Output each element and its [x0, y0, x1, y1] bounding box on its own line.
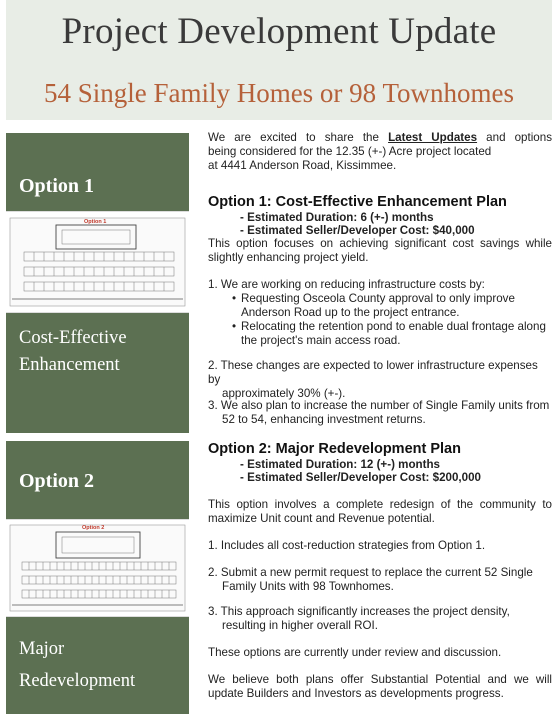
option1-item3: 3. We also plan to increase the number of Single Family units from 52 to 54, enhancing investment returns. — [208, 399, 550, 426]
intro-pre: We are excited to share the — [208, 131, 379, 144]
intro-line2: being considered for the 12.35 (+-) Acre project located — [208, 145, 492, 158]
option1-item1: 1. We are working on reducing infrastructure costs by: — [208, 278, 485, 291]
option1-label-panel — [6, 133, 189, 211]
option1-heading: Option 1: Cost-Effective Enhancement Plan — [208, 194, 507, 210]
page-subtitle: 54 Single Family Homes or 98 Townhomes — [43, 78, 515, 108]
plan2-tag: Option 2 — [82, 525, 105, 531]
closing-paragraph: We believe both plans offer Substantial Potential and we will update Builders and Investors as developments progress. — [208, 673, 552, 700]
option2-cost: - Estimated Seller/Developer Cost: $200,000 — [240, 471, 482, 484]
option1-cost: - Estimated Seller/Developer Cost: $40,000 — [240, 224, 475, 237]
option1-bullet1: • Requesting Osceola County approval to only improve — [232, 292, 515, 305]
option2-desc-line1: Major — [19, 639, 65, 659]
option2-heading: Option 2: Major Redevelopment Plan — [208, 441, 461, 457]
option1-duration: - Estimated Duration: 6 (+-) months — [240, 211, 434, 224]
plan1-tag: Option 1 — [84, 219, 107, 225]
option2-section — [208, 441, 552, 484]
option1-description-panel — [6, 313, 189, 433]
option2-description: This option involves a complete redesign of the community to maximize Unit count and Revenue potential. — [208, 498, 552, 525]
intro-post: and options — [486, 131, 552, 144]
intro-line3: at 4441 Anderson Road, Kissimmee. — [208, 159, 397, 172]
option2-item3: 3. This approach significantly increases the project density, resulting in higher overall ROI. — [208, 605, 510, 632]
option1-site-plan-drawing — [6, 212, 189, 312]
option2-duration: - Estimated Duration: 12 (+-) months — [240, 458, 441, 471]
latest-updates-link[interactable]: Latest Updates — [388, 131, 478, 144]
option1-label: Option 1 — [19, 175, 95, 197]
option1-desc-line1: This option focuses on achieving significant cost savings while — [208, 237, 552, 250]
option1-list: 1. We are working on reducing infrastructure costs by: • Requesting Osceola County approval to only improve Anderson Road up to the project entrance. • Relocating the retention pond to enable dual frontage along the project's main access road. — [208, 278, 552, 348]
option2-label-panel — [6, 441, 189, 519]
page-title: Project Development Update — [61, 11, 497, 52]
option1-section — [208, 194, 552, 265]
option1-site-plan — [6, 211, 189, 313]
option2-item2: 2. Submit a new permit request to replace the current 52 Single Family Units with 98 Townhomes. — [208, 566, 533, 593]
option2-desc-line2: Redevelopment — [19, 671, 136, 691]
intro-paragraph — [208, 131, 552, 173]
option2-site-plan — [6, 519, 189, 617]
header-banner — [6, 0, 552, 120]
option2-description-panel — [6, 617, 189, 714]
closing-status: These options are currently under review and discussion. — [208, 646, 502, 659]
option1-item2: 2. These changes are expected to lower infrastructure expenses by approximately 30% (+-). — [208, 359, 538, 400]
option1-desc-line2: Enhancement — [19, 355, 120, 375]
option1-desc-line2: slightly enhancing project yield. — [208, 251, 369, 264]
option2-site-plan-drawing — [6, 520, 189, 616]
option1-bullet2: • Relocating the retention pond to enable dual frontage along — [232, 320, 546, 333]
option2-item1: 1. Includes all cost-reduction strategies from Option 1. — [208, 539, 486, 552]
option2-label: Option 2 — [19, 470, 95, 492]
option1-desc-line1: Cost-Effective — [19, 328, 127, 348]
